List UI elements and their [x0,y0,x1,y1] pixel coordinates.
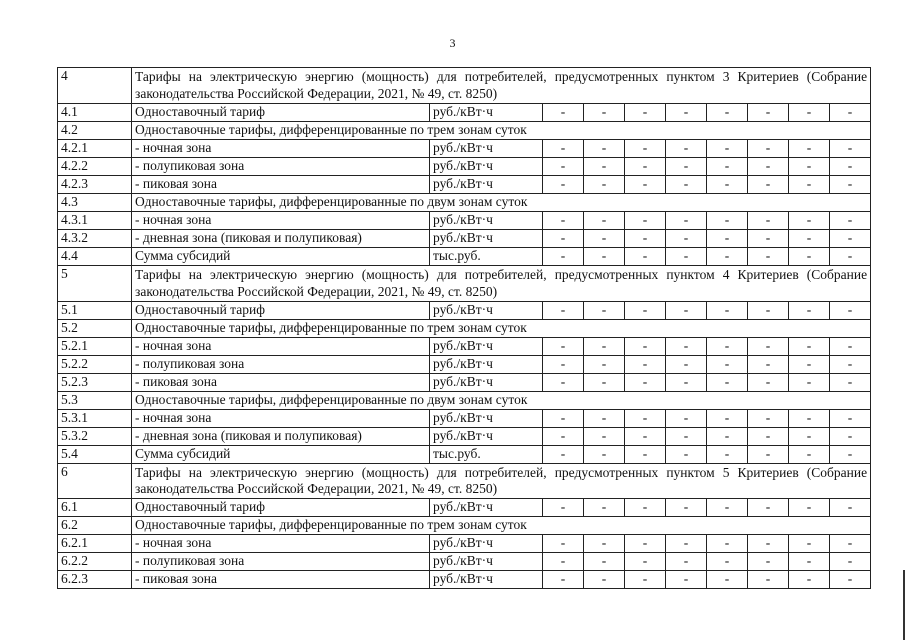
value-cell: - [830,157,871,175]
value-cell: - [748,157,789,175]
value-cell: - [707,553,748,571]
row-label: - полупиковая зона [132,157,430,175]
value-cell: - [666,247,707,265]
row-label: - ночная зона [132,535,430,553]
unit-cell: руб./кВт·ч [430,175,543,193]
value-cell: - [748,175,789,193]
value-cell: - [543,103,584,121]
row-label: - пиковая зона [132,175,430,193]
subsection-title: Одноставочные тарифы, дифференцированные по двум зонам суток [132,193,871,211]
value-cell: - [666,571,707,589]
value-cell: - [584,373,625,391]
subsection-title: Одноставочные тарифы, дифференцированные по трем зонам суток [132,121,871,139]
value-cell: - [748,103,789,121]
value-cell: - [543,571,584,589]
value-cell: - [543,535,584,553]
value-cell: - [584,445,625,463]
value-cell: - [584,337,625,355]
value-cell: - [707,229,748,247]
value-cell: - [543,553,584,571]
value-cell: - [543,157,584,175]
table-row [58,553,871,571]
value-cell: - [666,175,707,193]
row-label: Сумма субсидий [132,445,430,463]
value-cell: - [748,229,789,247]
value-cell: - [789,409,830,427]
unit-cell: руб./кВт·ч [430,571,543,589]
value-cell: - [748,553,789,571]
value-cell: - [830,571,871,589]
value-cell: - [666,409,707,427]
row-number: 4.2.2 [58,157,132,175]
value-cell: - [707,301,748,319]
subsection-row [58,193,871,211]
row-number: 4.4 [58,247,132,265]
row-number: 5.3.1 [58,409,132,427]
table-row [58,301,871,319]
value-cell: - [584,535,625,553]
row-number: 5.1 [58,301,132,319]
row-number: 4.1 [58,103,132,121]
value-cell: - [625,373,666,391]
value-cell: - [543,373,584,391]
value-cell: - [625,211,666,229]
value-cell: - [584,139,625,157]
value-cell: - [789,499,830,517]
row-number: 6.2.3 [58,571,132,589]
row-number: 4.3 [58,193,132,211]
row-number: 5 [58,265,132,301]
row-number: 4.2 [58,121,132,139]
value-cell: - [625,499,666,517]
value-cell: - [666,157,707,175]
value-cell: - [543,211,584,229]
value-cell: - [707,247,748,265]
value-cell: - [707,571,748,589]
table-row [58,229,871,247]
value-cell: - [543,139,584,157]
row-number: 6.1 [58,499,132,517]
value-cell: - [830,535,871,553]
value-cell: - [748,355,789,373]
value-cell: - [830,301,871,319]
row-label: - ночная зона [132,337,430,355]
row-label: Одноставочный тариф [132,103,430,121]
value-cell: - [789,427,830,445]
row-number: 4.3.1 [58,211,132,229]
tariff-table-body [58,68,871,589]
value-cell: - [830,211,871,229]
table-row [58,427,871,445]
value-cell: - [789,337,830,355]
row-number: 5.2.1 [58,337,132,355]
value-cell: - [748,301,789,319]
section-title: Тарифы на электрическую энергию (мощность) для потребителей, предусмотренных пунктом 3 Критериев (Собрание законодательства Российской Федерации, 2021, № 49, ст. 8250) [132,68,871,104]
value-cell: - [666,373,707,391]
section-row [58,463,871,499]
value-cell: - [666,337,707,355]
table-row [58,247,871,265]
value-cell: - [830,139,871,157]
value-cell: - [666,211,707,229]
value-cell: - [584,409,625,427]
page-number: 3 [449,36,456,50]
table-row [58,337,871,355]
value-cell: - [666,445,707,463]
value-cell: - [789,535,830,553]
subsection-row [58,121,871,139]
row-number: 4.2.1 [58,139,132,157]
value-cell: - [830,499,871,517]
subsection-title: Одноставочные тарифы, дифференцированные по трем зонам суток [132,517,871,535]
row-label: - пиковая зона [132,571,430,589]
value-cell: - [748,247,789,265]
value-cell: - [584,301,625,319]
value-cell: - [707,103,748,121]
row-label: - дневная зона (пиковая и полупиковая) [132,427,430,445]
value-cell: - [625,337,666,355]
value-cell: - [543,499,584,517]
value-cell: - [830,175,871,193]
value-cell: - [666,427,707,445]
value-cell: - [625,355,666,373]
value-cell: - [707,535,748,553]
table-row [58,355,871,373]
value-cell: - [625,571,666,589]
subsection-row [58,517,871,535]
row-number: 6.2 [58,517,132,535]
row-number: 5.2.3 [58,373,132,391]
unit-cell: руб./кВт·ч [430,301,543,319]
value-cell: - [789,301,830,319]
subsection-title: Одноставочные тарифы, дифференцированные по двум зонам суток [132,391,871,409]
value-cell: - [748,571,789,589]
value-cell: - [830,229,871,247]
value-cell: - [543,445,584,463]
value-cell: - [830,355,871,373]
unit-cell: руб./кВт·ч [430,553,543,571]
value-cell: - [748,409,789,427]
value-cell: - [666,553,707,571]
row-number: 5.3.2 [58,427,132,445]
value-cell: - [543,301,584,319]
value-cell: - [789,211,830,229]
table-row [58,445,871,463]
value-cell: - [707,427,748,445]
value-cell: - [625,301,666,319]
row-number: 6.2.1 [58,535,132,553]
row-number: 5.2.2 [58,355,132,373]
unit-cell: тыс.руб. [430,445,543,463]
value-cell: - [830,409,871,427]
unit-cell: руб./кВт·ч [430,229,543,247]
unit-cell: руб./кВт·ч [430,337,543,355]
value-cell: - [707,499,748,517]
subsection-row [58,391,871,409]
tariff-table [57,67,871,589]
value-cell: - [748,139,789,157]
value-cell: - [584,499,625,517]
value-cell: - [748,211,789,229]
unit-cell: руб./кВт·ч [430,409,543,427]
section-row [58,265,871,301]
value-cell: - [789,571,830,589]
value-cell: - [830,103,871,121]
value-cell: - [789,139,830,157]
unit-cell: руб./кВт·ч [430,373,543,391]
value-cell: - [789,445,830,463]
value-cell: - [789,553,830,571]
row-label: Одноставочный тариф [132,301,430,319]
row-label: Сумма субсидий [132,247,430,265]
value-cell: - [625,247,666,265]
value-cell: - [625,139,666,157]
value-cell: - [707,445,748,463]
unit-cell: руб./кВт·ч [430,139,543,157]
value-cell: - [584,175,625,193]
row-number: 6.2.2 [58,553,132,571]
value-cell: - [748,499,789,517]
value-cell: - [830,553,871,571]
value-cell: - [584,247,625,265]
section-title: Тарифы на электрическую энергию (мощность) для потребителей, предусмотренных пунктом 5 Критериев (Собрание законодательства Российской Федерации, 2021, № 49, ст. 8250) [132,463,871,499]
value-cell: - [789,103,830,121]
value-cell: - [789,247,830,265]
value-cell: - [748,337,789,355]
value-cell: - [707,373,748,391]
row-number: 5.4 [58,445,132,463]
row-label: - ночная зона [132,211,430,229]
subsection-row [58,319,871,337]
table-row [58,103,871,121]
value-cell: - [584,229,625,247]
value-cell: - [707,175,748,193]
row-number: 5.2 [58,319,132,337]
value-cell: - [830,373,871,391]
unit-cell: руб./кВт·ч [430,103,543,121]
row-label: - полупиковая зона [132,355,430,373]
row-label: - ночная зона [132,409,430,427]
value-cell: - [707,157,748,175]
value-cell: - [830,337,871,355]
value-cell: - [789,373,830,391]
table-row [58,409,871,427]
value-cell: - [666,499,707,517]
unit-cell: тыс.руб. [430,247,543,265]
value-cell: - [666,535,707,553]
value-cell: - [707,409,748,427]
table-row [58,157,871,175]
row-number: 4 [58,68,132,104]
value-cell: - [830,247,871,265]
value-cell: - [748,373,789,391]
unit-cell: руб./кВт·ч [430,157,543,175]
value-cell: - [543,247,584,265]
value-cell: - [584,571,625,589]
value-cell: - [666,229,707,247]
value-cell: - [543,337,584,355]
row-number: 4.3.2 [58,229,132,247]
row-number: 4.2.3 [58,175,132,193]
value-cell: - [666,103,707,121]
table-row [58,211,871,229]
unit-cell: руб./кВт·ч [430,427,543,445]
row-label: - ночная зона [132,139,430,157]
value-cell: - [625,553,666,571]
value-cell: - [748,445,789,463]
value-cell: - [625,409,666,427]
table-row [58,373,871,391]
value-cell: - [707,337,748,355]
value-cell: - [584,103,625,121]
value-cell: - [707,211,748,229]
table-row [58,499,871,517]
value-cell: - [789,157,830,175]
value-cell: - [707,139,748,157]
value-cell: - [625,229,666,247]
value-cell: - [543,427,584,445]
value-cell: - [789,229,830,247]
value-cell: - [666,355,707,373]
value-cell: - [584,355,625,373]
value-cell: - [666,139,707,157]
table-row [58,175,871,193]
value-cell: - [584,427,625,445]
row-label: Одноставочный тариф [132,499,430,517]
value-cell: - [625,427,666,445]
unit-cell: руб./кВт·ч [430,535,543,553]
section-row [58,68,871,104]
value-cell: - [584,211,625,229]
section-title: Тарифы на электрическую энергию (мощность) для потребителей, предусмотренных пунктом 4 Критериев (Собрание законодательства Российской Федерации, 2021, № 49, ст. 8250) [132,265,871,301]
value-cell: - [625,175,666,193]
row-number: 6 [58,463,132,499]
table-row [58,571,871,589]
value-cell: - [625,103,666,121]
value-cell: - [543,409,584,427]
value-cell: - [543,229,584,247]
value-cell: - [543,175,584,193]
unit-cell: руб./кВт·ч [430,499,543,517]
value-cell: - [543,355,584,373]
value-cell: - [625,445,666,463]
row-label: - полупиковая зона [132,553,430,571]
value-cell: - [789,175,830,193]
unit-cell: руб./кВт·ч [430,355,543,373]
value-cell: - [830,445,871,463]
value-cell: - [666,301,707,319]
value-cell: - [748,427,789,445]
value-cell: - [789,355,830,373]
value-cell: - [584,553,625,571]
unit-cell: руб./кВт·ч [430,211,543,229]
value-cell: - [707,355,748,373]
value-cell: - [748,535,789,553]
table-row [58,139,871,157]
table-row [58,535,871,553]
row-number: 5.3 [58,391,132,409]
row-label: - пиковая зона [132,373,430,391]
subsection-title: Одноставочные тарифы, дифференцированные по трем зонам суток [132,319,871,337]
value-cell: - [584,157,625,175]
row-label: - дневная зона (пиковая и полупиковая) [132,229,430,247]
value-cell: - [625,157,666,175]
value-cell: - [830,427,871,445]
value-cell: - [625,535,666,553]
